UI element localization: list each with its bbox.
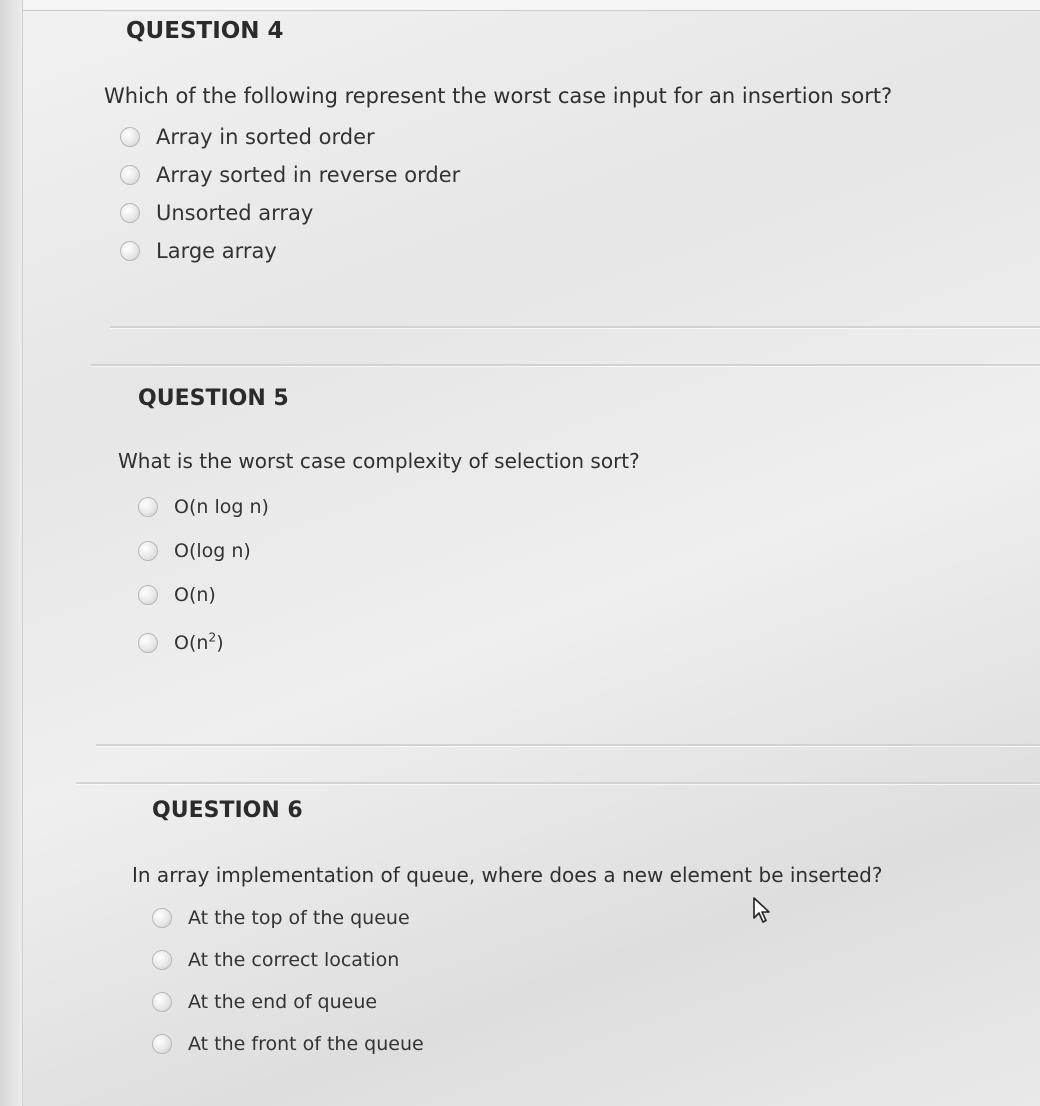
divider xyxy=(76,782,1040,785)
divider xyxy=(90,364,1040,367)
option-label: At the top of the queue xyxy=(188,907,410,929)
question-5-title: QUESTION 5 xyxy=(138,386,289,411)
option-n-squared[interactable] xyxy=(138,617,640,669)
radio-button[interactable] xyxy=(120,203,140,223)
option-label: Unsorted array xyxy=(156,201,314,225)
radio-button[interactable] xyxy=(138,633,158,653)
option-label: Array in sorted order xyxy=(156,125,375,149)
divider xyxy=(96,744,1040,747)
option-correct-location[interactable] xyxy=(152,939,883,981)
option-n[interactable] xyxy=(138,573,640,617)
radio-button[interactable] xyxy=(120,127,140,147)
question-4-text: Which of the following represent the worst case input for an insertion sort? xyxy=(104,84,893,108)
option-array-reverse[interactable] xyxy=(120,156,892,194)
option-label: At the front of the queue xyxy=(188,1033,424,1055)
option-label: Array sorted in reverse order xyxy=(156,163,461,187)
radio-button[interactable] xyxy=(138,497,158,517)
option-label-close: ) xyxy=(216,632,224,654)
option-front-of-queue[interactable] xyxy=(152,1023,883,1065)
option-label: O(log n) xyxy=(174,540,251,562)
question-4-options xyxy=(120,118,892,270)
option-label: At the end of queue xyxy=(188,991,378,1013)
question-6-title: QUESTION 6 xyxy=(152,798,303,823)
option-label: O(n) xyxy=(174,584,216,606)
option-n-log-n[interactable] xyxy=(138,485,640,529)
option-array-sorted[interactable] xyxy=(120,118,892,156)
radio-button[interactable] xyxy=(138,585,158,605)
radio-button[interactable] xyxy=(152,1034,172,1054)
radio-button[interactable] xyxy=(138,541,158,561)
question-6 xyxy=(132,798,883,1065)
question-4-title: QUESTION 4 xyxy=(126,18,284,44)
option-large-array[interactable] xyxy=(120,232,892,270)
mouse-cursor-icon xyxy=(752,896,774,924)
option-log-n[interactable] xyxy=(138,529,640,573)
question-4 xyxy=(104,18,892,270)
question-6-text: In array implementation of queue, where does a new element be inserted? xyxy=(132,863,883,887)
divider xyxy=(110,326,1040,329)
option-label xyxy=(174,632,224,654)
question-5-text: What is the worst case complexity of selection sort? xyxy=(118,449,640,473)
option-label: Large array xyxy=(156,239,277,263)
top-border xyxy=(0,0,1040,11)
option-label-base: O(n xyxy=(174,632,209,654)
left-edge xyxy=(0,0,23,1106)
option-label: O(n log n) xyxy=(174,496,269,518)
radio-button[interactable] xyxy=(120,241,140,261)
option-label: At the correct location xyxy=(188,949,400,971)
question-5 xyxy=(118,386,640,669)
radio-button[interactable] xyxy=(152,992,172,1012)
option-unsorted-array[interactable] xyxy=(120,194,892,232)
radio-button[interactable] xyxy=(152,950,172,970)
option-end-of-queue[interactable] xyxy=(152,981,883,1023)
radio-button[interactable] xyxy=(120,165,140,185)
radio-button[interactable] xyxy=(152,908,172,928)
option-label-exponent: 2 xyxy=(208,630,217,645)
question-5-options xyxy=(138,485,640,669)
